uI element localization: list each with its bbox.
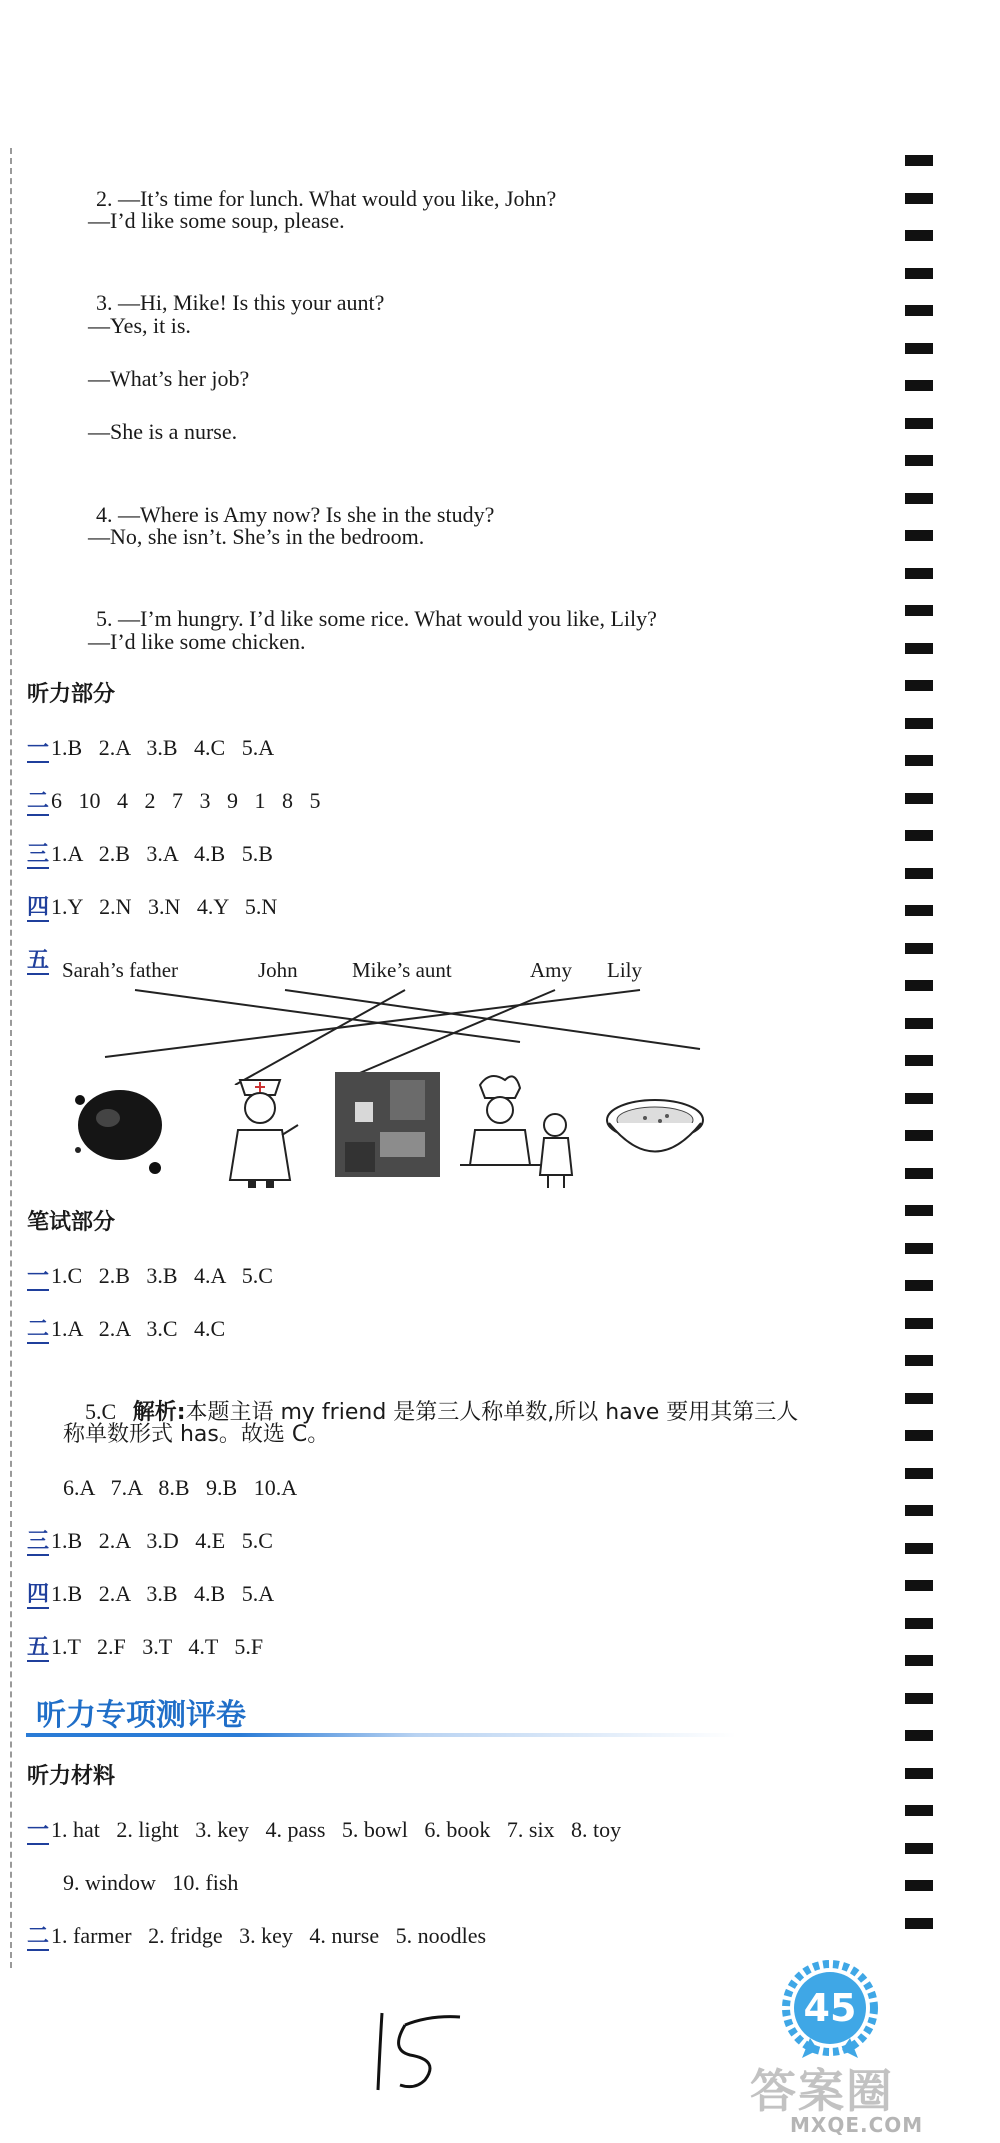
answer-text: 1.Y 2.N 3.N 4.Y 5.N	[51, 894, 278, 919]
strip-bar	[905, 1055, 933, 1066]
written-answer-3	[27, 1526, 273, 1557]
strip-bar	[905, 1618, 933, 1629]
strip-bar	[905, 455, 933, 466]
strip-bar	[905, 905, 933, 916]
strip-bar	[905, 643, 933, 654]
nurse-picture	[230, 1080, 298, 1188]
section-title-underline	[26, 1733, 736, 1737]
explain-text: 本题主语 my friend 是第三人称单数,所以 have 要用其第三人	[185, 1400, 799, 1425]
strip-bar	[905, 155, 933, 166]
strip-bar	[905, 1430, 933, 1441]
dialogue-4-line-2: —No, she isn’t. She’s in the bedroom.	[88, 524, 425, 549]
item-number: 5.	[96, 606, 113, 631]
page-number-badge	[780, 1960, 880, 2060]
strip-bar	[905, 755, 933, 766]
watermark-title: 答案圈	[750, 2064, 894, 2118]
answer-text: 1.T 2.F 3.T 4.T 5.F	[51, 1634, 264, 1659]
dialogue-3-line-3: —What’s her job?	[88, 366, 250, 391]
written-answer-1	[27, 1261, 273, 1292]
strip-bar	[905, 530, 933, 541]
item-number: 2.	[96, 186, 113, 211]
dialogue-3-line-4: —She is a nurse.	[88, 419, 238, 444]
strip-bar	[905, 1130, 933, 1141]
match-name-mikes-aunt: Mike’s aunt	[352, 958, 452, 982]
listening-material-heading: 听力材料	[27, 1764, 116, 1789]
match-line-lily	[105, 990, 640, 1057]
question-mark: 三	[27, 842, 50, 867]
strip-bar	[905, 1168, 933, 1179]
written-answer-2	[27, 1314, 225, 1345]
strip-bar	[905, 1318, 933, 1329]
question-mark: 一	[27, 1818, 50, 1843]
listening-answer-1	[27, 733, 274, 764]
material-q1-line-2: 9. window 10. fish	[63, 1870, 239, 1895]
answer-text: 1.B 2.A 3.B 4.B 5.A	[51, 1581, 275, 1606]
answer-text: 1.B 2.A 3.B 4.C 5.A	[51, 735, 275, 760]
material-q1-line-1	[27, 1815, 621, 1846]
strip-bar	[905, 1768, 933, 1779]
strip-bar	[905, 1468, 933, 1479]
strip-bar	[905, 1693, 933, 1704]
chef-and-girl-picture	[460, 1076, 572, 1188]
strip-bar	[905, 1280, 933, 1291]
strip-bar	[905, 868, 933, 879]
strip-bar	[905, 305, 933, 316]
answer-text: 1.C 2.B 3.B 4.A 5.C	[51, 1263, 273, 1288]
question-mark: 一	[27, 736, 50, 761]
question-mark: 四	[27, 895, 50, 920]
strip-bar	[905, 793, 933, 804]
question-mark: 二	[27, 789, 50, 814]
strip-bar	[905, 830, 933, 841]
site-watermark	[750, 2055, 995, 2140]
written-explanation-line-2: 称单数形式 has。故选 C。	[63, 1422, 330, 1447]
written-answer-4	[27, 1579, 274, 1610]
match-name-john: John	[258, 958, 298, 982]
dialogue-5-line-2: —I’d like some chicken.	[88, 629, 306, 654]
strip-bar	[905, 193, 933, 204]
strip-bar	[905, 268, 933, 279]
strip-bar	[905, 1730, 933, 1741]
question-mark: 二	[27, 1317, 50, 1342]
item-number: 3.	[96, 290, 113, 315]
answer-text: 6 10 4 2 7 3 9 1 8 5	[51, 788, 321, 813]
strip-bar	[905, 718, 933, 729]
listening-answer-3	[27, 839, 273, 870]
strip-bar	[905, 1243, 933, 1254]
answer-text: 1. farmer 2. fridge 3. key 4. nurse 5. noodles	[51, 1923, 487, 1948]
bedroom-picture	[335, 1072, 440, 1177]
question-mark: 三	[27, 1529, 50, 1554]
answer-text: 1.A 2.A 3.C 4.C	[51, 1316, 226, 1341]
strip-bar	[905, 605, 933, 616]
strip-bar	[905, 680, 933, 691]
binding-strip	[905, 155, 933, 1955]
question-mark: 五	[27, 948, 50, 973]
strip-bar	[905, 230, 933, 241]
page-number: 45	[803, 1986, 857, 2030]
matching-pictures	[60, 1070, 760, 1190]
written-answer-5	[27, 1632, 263, 1663]
strip-bar	[905, 418, 933, 429]
listening-heading: 听力部分	[27, 682, 116, 707]
listening-matching-mark	[27, 945, 51, 976]
dialogue-text: —Where is Amy now? Is she in the study?	[118, 502, 495, 527]
strip-bar	[905, 1393, 933, 1404]
strip-bar	[905, 1918, 933, 1929]
strip-bar	[905, 1205, 933, 1216]
strip-bar	[905, 568, 933, 579]
strip-bar	[905, 493, 933, 504]
handwritten-mark	[370, 2005, 470, 2095]
item-number: 4.	[96, 502, 113, 527]
match-name-lily: Lily	[607, 958, 642, 982]
answer-text: 1. hat 2. light 3. key 4. pass 5. bowl 6. book 7. six 8. toy	[51, 1817, 622, 1842]
answer-text: 1.A 2.B 3.A 4.B 5.B	[51, 841, 273, 866]
strip-bar	[905, 1093, 933, 1104]
strip-bar	[905, 1805, 933, 1816]
dialogue-2-line-2: —I’d like some soup, please.	[88, 208, 345, 233]
question-mark: 二	[27, 1924, 50, 1949]
special-section-title: 听力专项测评卷	[36, 1698, 246, 1733]
listening-answer-2	[27, 786, 321, 817]
dialogue-3-line-2: —Yes, it is.	[88, 313, 191, 338]
explain-key: 解析:	[132, 1400, 186, 1425]
dialogue-text: —It’s time for lunch. What would you like, John?	[118, 186, 557, 211]
written-answer-2-cont: 6.A 7.A 8.B 9.B 10.A	[63, 1475, 298, 1500]
dialogue-text: —I’m hungry. I’d like some rice. What would you like, Lily?	[118, 606, 657, 631]
strip-bar	[905, 380, 933, 391]
strip-bar	[905, 1880, 933, 1891]
strip-bar	[905, 1655, 933, 1666]
strip-bar	[905, 980, 933, 991]
listening-answer-4	[27, 892, 277, 923]
question-mark: 四	[27, 1582, 50, 1607]
strip-bar	[905, 1505, 933, 1516]
strip-bar	[905, 1018, 933, 1029]
dialogue-text: —Hi, Mike! Is this your aunt?	[118, 290, 385, 315]
material-q2-line	[27, 1921, 486, 1952]
explain-item: 5.C	[85, 1399, 117, 1424]
question-mark: 一	[27, 1264, 50, 1289]
match-name-sarahs-father: Sarah’s father	[62, 958, 179, 982]
watermark-url: MXQE.COM	[790, 2113, 924, 2137]
soup-bowl-picture	[607, 1100, 703, 1152]
strip-bar	[905, 943, 933, 954]
answer-text: 1.B 2.A 3.D 4.E 5.C	[51, 1528, 273, 1553]
chicken-dish-picture	[75, 1090, 162, 1174]
strip-bar	[905, 1543, 933, 1554]
strip-bar	[905, 1580, 933, 1591]
strip-bar	[905, 1843, 933, 1854]
match-name-amy: Amy	[530, 958, 572, 982]
strip-bar	[905, 343, 933, 354]
written-heading: 笔试部分	[27, 1210, 116, 1235]
match-line-amy	[355, 990, 555, 1075]
strip-bar	[905, 1355, 933, 1366]
question-mark: 五	[27, 1635, 50, 1660]
